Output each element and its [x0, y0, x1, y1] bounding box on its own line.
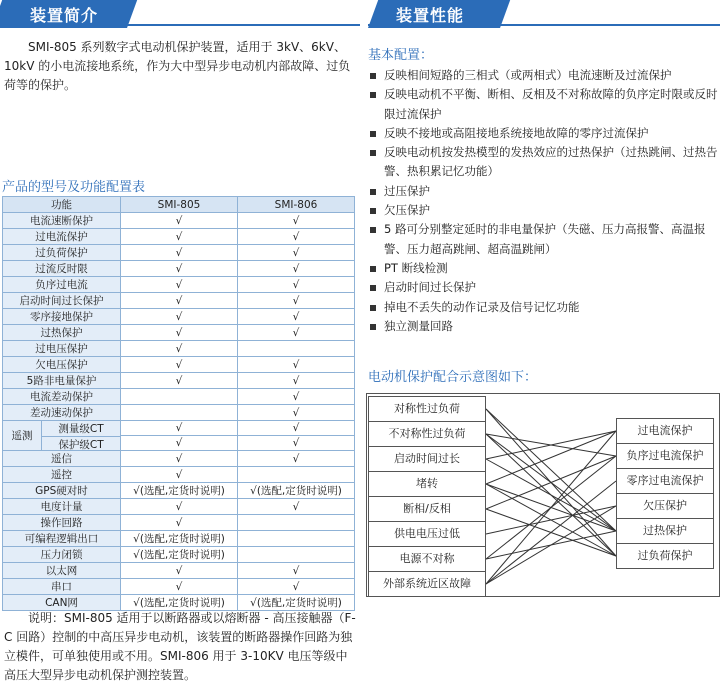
- cell-function: 零序接地保护: [3, 309, 121, 325]
- table-row: [3, 261, 355, 277]
- table-row: [3, 293, 355, 309]
- cell-function: 操作回路: [3, 515, 121, 531]
- cell-smi806: [238, 547, 355, 563]
- cell-smi806: √: [238, 213, 355, 229]
- cell-function: 串口: [3, 579, 121, 595]
- cell-function: 以太网: [3, 563, 121, 579]
- cell-smi806: √: [238, 563, 355, 579]
- table-row: [3, 373, 355, 389]
- table-body: [3, 213, 355, 611]
- cell-function: 过流反时限: [3, 261, 121, 277]
- cell-smi806: √: [238, 309, 355, 325]
- cell-smi805: √: [121, 357, 238, 373]
- cell-smi805: √: [121, 341, 238, 357]
- cell-smi806: [238, 467, 355, 483]
- intro-paragraph: SMI-805 系列数字式电动机保护装置，适用于 3kV、6kV、10kV 的小电流接地系统，作为大中型异步电动机内部故障、过负荷等的保护。: [4, 40, 351, 92]
- cell-smi805: √(选配,定货时说明): [121, 531, 238, 547]
- cell-smi806: √: [238, 261, 355, 277]
- header-smi805: SMI-805: [121, 197, 238, 213]
- cell-smi805: √: [121, 229, 238, 245]
- header-smi806: SMI-806: [238, 197, 355, 213]
- note-paragraph: 说明：SMI-805 适用于以断路器或以熔断器 - 高压接触器（F-C 回路）控制的中高压异步电动机，该装置的断路器操作回路为独立模件，可单独使用或不用。SMI-806 用于 3-10KV 电压等级中高压大型异步电动机保护测控装置。: [4, 611, 356, 682]
- cell-smi806: √: [238, 277, 355, 293]
- cell-function: 欠电压保护: [3, 357, 121, 373]
- diagram-protection-box: 过电流保护: [616, 418, 714, 444]
- table-row: [3, 483, 355, 499]
- cell-function: 过电流保护: [3, 229, 121, 245]
- cell-smi805: √: [121, 325, 238, 341]
- table-row: [3, 579, 355, 595]
- cell-function-group: [3, 421, 121, 451]
- cell-smi805: √: [121, 467, 238, 483]
- left-section-title: 装置简介: [30, 6, 99, 25]
- table-header-row: [3, 197, 355, 213]
- cell-smi806: √: [238, 421, 355, 436]
- cell-function: 测量级CT: [42, 421, 120, 437]
- cell-smi806: √(选配,定货时说明): [238, 595, 355, 611]
- table-row: [3, 325, 355, 341]
- cell-smi806: √: [238, 357, 355, 373]
- cell-smi805: √: [121, 309, 238, 325]
- feature-item: 反映电动机不平衡、断相、反相及不对称故障的负序定时限或反时限过流保护: [368, 85, 718, 124]
- cell-smi806: [238, 341, 355, 357]
- cell-function: 遥控: [3, 467, 121, 483]
- table-row: [3, 309, 355, 325]
- cell-smi805: [121, 405, 238, 421]
- table-row: [3, 277, 355, 293]
- diagram-protection-box: 过热保护: [616, 518, 714, 544]
- feature-item: 启动时间过长保护: [368, 278, 718, 297]
- cell-smi805: √: [121, 515, 238, 531]
- feature-item: 欠压保护: [368, 201, 718, 220]
- cell-function: 过热保护: [3, 325, 121, 341]
- cell-function: CAN网: [3, 595, 121, 611]
- table-row: [3, 213, 355, 229]
- cell-function: 5路非电量保护: [3, 373, 121, 389]
- header-function: 功能: [3, 197, 121, 213]
- feature-item: 独立测量回路: [368, 317, 718, 336]
- cell-smi806: √: [238, 373, 355, 389]
- diagram-cause-box: 供电电压过低: [368, 521, 486, 547]
- cell-function: 保护级CT: [58, 439, 104, 451]
- table-row: [3, 341, 355, 357]
- cell-smi805: √: [121, 293, 238, 309]
- feature-item: 反映相间短路的三相式（或两相式）电流速断及过流保护: [368, 66, 718, 85]
- cell-function: 压力闭锁: [3, 547, 121, 563]
- left-section-banner: [0, 0, 360, 28]
- table-row: [3, 389, 355, 405]
- cell-smi806: [238, 515, 355, 531]
- diagram-cause-box: 堵转: [368, 471, 486, 497]
- diagram-protection-box: 欠压保护: [616, 493, 714, 519]
- diagram-link: [486, 456, 616, 509]
- right-section-title: 装置性能: [396, 6, 465, 25]
- table-row: [3, 229, 355, 245]
- diagram-protection-box: 零序过电流保护: [616, 468, 714, 494]
- basic-config-title: 基本配置：: [368, 48, 434, 63]
- remote-measure-label: 遥测: [3, 421, 42, 450]
- cell-smi805: [121, 389, 238, 405]
- cell-smi806: [238, 531, 355, 547]
- cell-smi805: √(选配,定货时说明): [121, 547, 238, 563]
- table-row: [3, 421, 355, 436]
- cell-smi806: √: [238, 293, 355, 309]
- cell-smi805: √: [121, 499, 238, 515]
- feature-item: 反映不接地或高阻接地系统接地故障的零序过流保护: [368, 124, 718, 143]
- protection-diagram: [366, 393, 720, 597]
- cell-function: 过负荷保护: [3, 245, 121, 261]
- diagram-cause-box: 启动时间过长: [368, 446, 486, 472]
- cell-smi806: √: [238, 405, 355, 421]
- cell-smi806: √: [238, 389, 355, 405]
- table-row: [3, 451, 355, 467]
- table-row: [3, 515, 355, 531]
- cell-smi805: √: [121, 277, 238, 293]
- cell-smi805: √: [121, 451, 238, 467]
- cell-smi805: √(选配,定货时说明): [121, 483, 238, 499]
- cell-smi806: √: [238, 436, 355, 451]
- diagram-cause-box: 不对称性过负荷: [368, 421, 486, 447]
- diagram-link: [486, 431, 616, 584]
- table-row: [3, 245, 355, 261]
- feature-item: 掉电不丢失的动作记录及信号记忆功能: [368, 298, 718, 317]
- diagram-cause-box: 断相/反相: [368, 496, 486, 522]
- cell-function: 遥信: [3, 451, 121, 467]
- cell-smi805: √: [121, 563, 238, 579]
- cell-smi805: √: [121, 421, 238, 436]
- cell-smi805: √: [121, 436, 238, 451]
- diagram-protection-box: 负序过电流保护: [616, 443, 714, 469]
- cell-function: 启动时间过长保护: [3, 293, 121, 309]
- cell-smi806: √: [238, 229, 355, 245]
- cell-smi805: √: [121, 261, 238, 277]
- diagram-link: [486, 481, 616, 584]
- cell-smi805: √: [121, 579, 238, 595]
- cell-smi806: √: [238, 579, 355, 595]
- table-title: 产品的型号及功能配置表: [2, 180, 146, 195]
- cell-function: GPS硬对时: [3, 483, 121, 499]
- cell-smi806: √(选配,定货时说明): [238, 483, 355, 499]
- cell-function: 可编程逻辑出口: [3, 531, 121, 547]
- cell-smi805: √: [121, 373, 238, 389]
- cell-function: 电流差动保护: [3, 389, 121, 405]
- feature-item: 过压保护: [368, 182, 718, 201]
- cell-smi805: √: [121, 245, 238, 261]
- cell-function: 负序过电流: [3, 277, 121, 293]
- cell-smi806: √: [238, 325, 355, 341]
- table-row: [3, 563, 355, 579]
- diagram-link: [486, 431, 616, 459]
- diagram-cause-box: 电源不对称: [368, 546, 486, 572]
- table-row: [3, 547, 355, 563]
- feature-item: PT 断线检测: [368, 259, 718, 278]
- cell-function: 过电压保护: [3, 341, 121, 357]
- cell-function: 差动速动保护: [3, 405, 121, 421]
- right-section-banner: [368, 0, 720, 28]
- cell-smi806: √: [238, 499, 355, 515]
- cell-function: 电流速断保护: [3, 213, 121, 229]
- table-row: [3, 405, 355, 421]
- table-row: [3, 499, 355, 515]
- diagram-cause-box: 外部系统近区故障: [368, 571, 486, 597]
- cell-smi806: √: [238, 245, 355, 261]
- cell-smi806: √: [238, 451, 355, 467]
- diagram-protection-box: 过负荷保护: [616, 543, 714, 569]
- feature-item: 反映电动机按发热模型的发热效应的过热保护（过热跳闸、过热告警、热积累记忆功能）: [368, 143, 718, 182]
- function-config-table: [2, 196, 355, 611]
- feature-item: 5 路可分别整定延时的非电量保护（失磁、压力高报警、高温报警、压力超高跳闸、超高温跳闸）: [368, 220, 718, 259]
- diagram-link: [486, 431, 616, 484]
- cell-function: 电度计量: [3, 499, 121, 515]
- table-row: [3, 531, 355, 547]
- cell-smi805: √: [121, 213, 238, 229]
- table-row: [3, 467, 355, 483]
- diagram-cause-box: 对称性过负荷: [368, 396, 486, 422]
- feature-list: [368, 66, 718, 336]
- cell-smi805: √(选配,定货时说明): [121, 595, 238, 611]
- table-row: [3, 357, 355, 373]
- diagram-title: 电动机保护配合示意图如下：: [368, 370, 538, 385]
